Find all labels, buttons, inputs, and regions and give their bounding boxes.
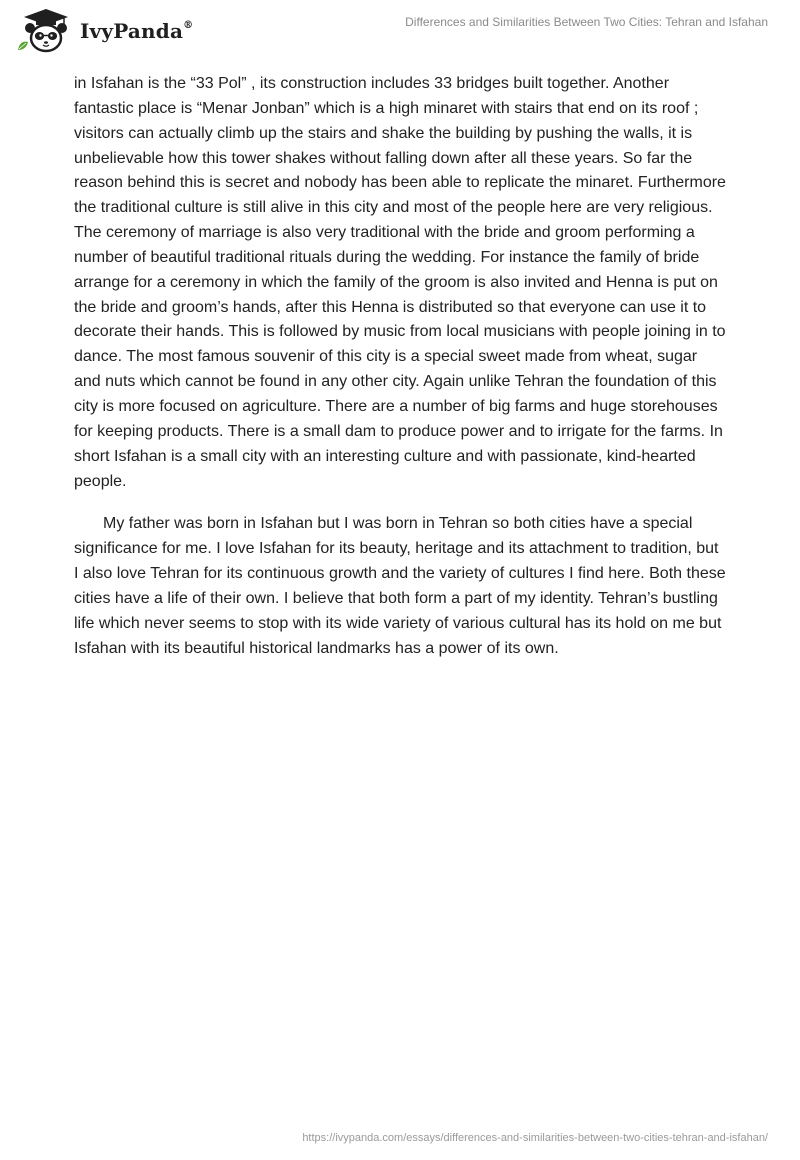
ivypanda-logo[interactable] — [14, 6, 194, 54]
source-url-link[interactable]: https://ivypanda.com/essays/differences-and-similarities-between-two-cities-tehran-and-isfahan/ — [302, 1132, 768, 1144]
brand-name: IvyPanda® — [80, 19, 194, 43]
essay-paragraph: My father was born in Isfahan but I was born in Tehran so both cities have a special significance for me. I love Isfahan for its beauty, heritage and its attachment to tradition, but I also love Tehran for its continuous growth and the variety of cultures I find here. Both these cities have a life of their own. I believe that both form a part of my identity. Tehran’s bustling life which never seems to stop with its wide variety of various cultural has its hold on me but Isfahan with its beautiful historical landmarks has a power of its own. — [74, 515, 726, 657]
essay-paragraph: in Isfahan is the “33 Pol” , its construction includes 33 bridges built together. Another fantastic place is “Menar Jonban” which is a high minaret with stairs that end on its roof ; visitors can actually climb up the stairs and shake the building by pushing the walls, it is unbelievable how this tower shakes without falling down after all these years. So far the reason behind this is secret and nobody has been able to replicate the minaret. Furthermore the traditional culture is still alive in this city and most of the people here are very religious. The ceremony of marriage is also very traditional with the bride and groom performing a number of beautiful traditional rituals during the wedding. For instance the family of bride arrange for a ceremony in which the family of the groom is also invited and Henna is put on the bride and groom’s hands, after this Henna is distributed so that everyone can use it to decorate their hands. This is followed by music from local musicians with people joining in to dance. The most famous souvenir of this city is a special sweet made from wheat, sugar and nuts which cannot be found in any other city. Again unlike Tehran the foundation of this city is more focused on agriculture. There are a number of big farms and huge storehouses for keeping products. There is a small dam to produce power and to irrigate for the farms. In short Isfahan is a small city with an interesting culture and with passionate, kind-hearted people. — [74, 75, 726, 490]
registered-mark: ® — [183, 20, 194, 32]
page-header — [0, 0, 800, 60]
essay-body — [74, 72, 726, 661]
document-title: Differences and Similarities Between Two Cities: Tehran and Isfahan — [405, 15, 768, 29]
panda-graduate-icon — [14, 6, 76, 54]
